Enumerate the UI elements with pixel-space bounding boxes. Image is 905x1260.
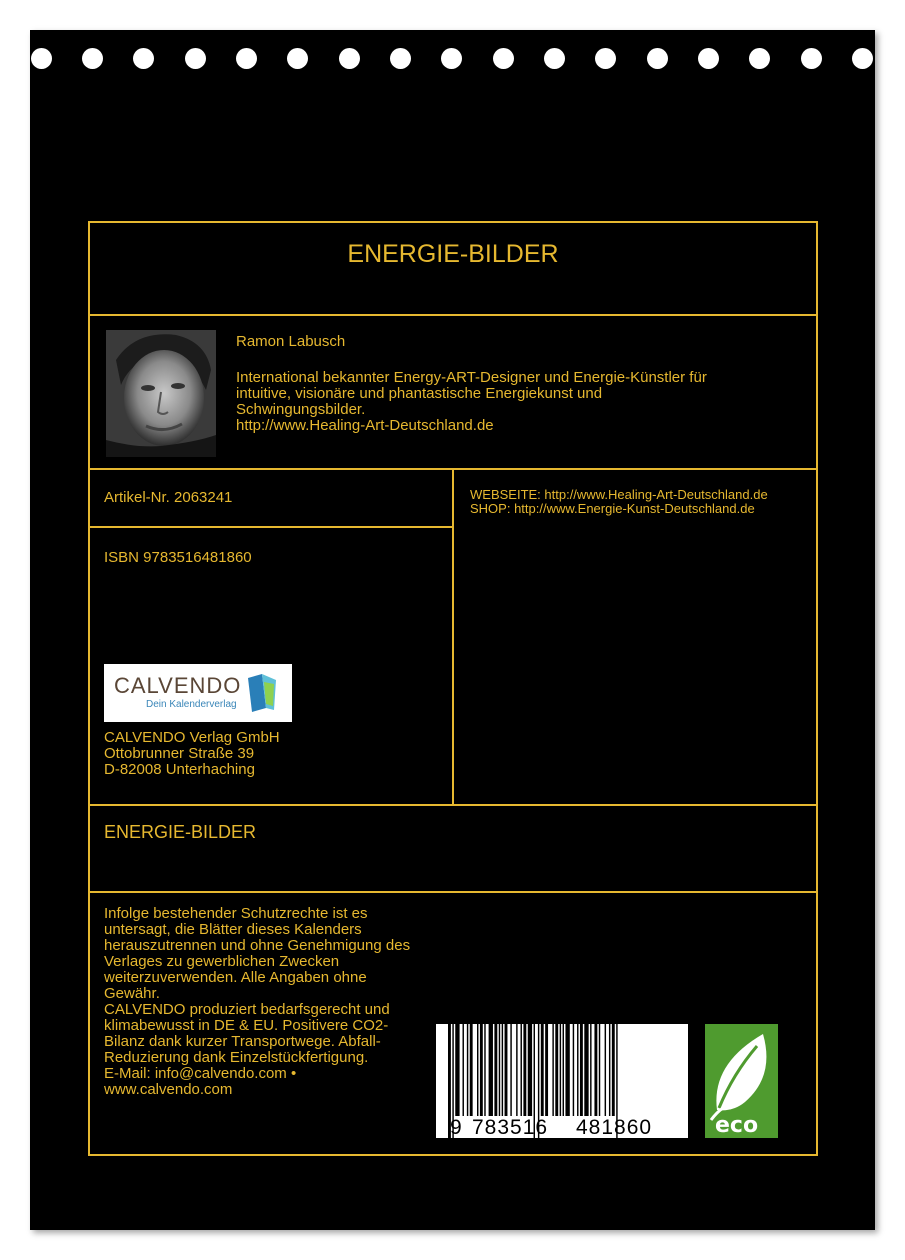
binding-hole [698,48,719,69]
binding-hole [493,48,514,69]
barcode-bar [555,1024,558,1116]
binding-hole [390,48,411,69]
barcode-bar [470,1024,473,1116]
barcode-bar [467,1024,468,1116]
calvendo-logo [104,664,292,722]
barcode-bar [599,1024,600,1116]
barcode-digits [436,1116,688,1138]
barcode-bar [521,1024,522,1116]
barcode-bar [552,1024,553,1116]
isbn-barcode [436,1024,688,1138]
divider [88,314,818,316]
binding-hole [287,48,308,69]
barcode-bar [502,1024,503,1116]
barcode-bar [594,1024,597,1116]
binding-hole [852,48,873,69]
barcode-digit-first: 9 [450,1116,462,1139]
author-photo [106,330,216,457]
barcode-bar [489,1024,493,1116]
isbn: ISBN 9783516481860 [104,549,252,566]
author-name: Ramon Labusch [236,333,346,350]
barcode-bar [494,1024,497,1116]
logo-wordmark: CALVENDO [114,673,242,698]
binding-hole [801,48,822,69]
divider [452,468,454,806]
publisher-address: CALVENDO Verlag GmbH Ottobrunner Straße 39 D-82008 Unterhaching [104,729,280,778]
barcode-bar [463,1024,464,1116]
legal-notice: Infolge bestehender Schutzrechte ist es untersagt, die Blätter dieses Kalenders herauszutrennen und ohne Genehmigung des Verlages zu gewerblichen Zwecken weiterzuverwenden. Alle Angaben ohne Gewähr. CALVENDO produziert bedarfsgerecht und klimabewusst in DE & EU. Positivere CO2- Bilanz dank kurzer Transportwege. Abfall- Reduzierung dank Einzelstückfertigung. E-Mail: info@calvendo.com • www.calvendo.com [104,905,411,1098]
barcode-bar [528,1024,532,1116]
shop-link[interactable]: SHOP: http://www.Energie-Kunst-Deutschland.de [470,501,755,516]
barcode-bar [590,1024,591,1116]
barcode-bar [565,1024,569,1116]
barcode-bar [605,1024,606,1116]
divider [88,526,454,528]
barcode-bar [480,1024,483,1116]
series-title: ENERGIE-BILDER [104,822,257,842]
barcode-bar [560,1024,561,1116]
barcode-bar [612,1024,615,1116]
barcode-bar [455,1024,459,1116]
barcode-bar [580,1024,583,1116]
binding-holes [0,0,905,70]
binding-hole [133,48,154,69]
binding-hole [749,48,770,69]
barcode-bar [563,1024,564,1116]
binding-hole [339,48,360,69]
article-number: Artikel-Nr. 2063241 [104,489,233,506]
barcode-bar [505,1024,508,1116]
binding-hole [31,48,52,69]
barcode-bar [584,1024,588,1116]
barcode-bar [510,1024,511,1116]
leaf-icon [705,1024,778,1138]
barcode-digits-left: 783516 [472,1116,549,1139]
divider [88,891,818,893]
binding-hole [544,48,565,69]
binding-hole [82,48,103,69]
eco-label: eco [715,1113,759,1138]
eco-badge [705,1024,778,1138]
logo-book-icon [244,672,280,714]
barcode-bar [499,1024,500,1116]
website-link[interactable]: WEBSEITE: http://www.Healing-Art-Deutschland.de [470,487,768,502]
barcode-bar [541,1024,544,1116]
calendar-title: ENERGIE-BILDER [347,240,559,268]
binding-hole [647,48,668,69]
binding-hole [185,48,206,69]
binding-hole [236,48,257,69]
barcode-bar [484,1024,485,1116]
barcode-bar [609,1024,610,1116]
barcode-bar [545,1024,548,1116]
author-bio: International bekannter Energy-ART-Designer und Energie-Künstler für intuitive, visionäre und phantastische Energiekunst und Schwingungsbilder. http://www.Healing-Art-Deutschland.de [236,369,707,434]
barcode-bar [523,1024,526,1116]
binding-hole [441,48,462,69]
barcode-bar [477,1024,478,1116]
web-links [470,488,768,516]
logo-tagline: Dein Kalenderverlag [146,699,237,710]
barcode-bar [573,1024,574,1116]
barcode-bar [577,1024,578,1116]
binding-hole [595,48,616,69]
barcode-bar [516,1024,517,1116]
barcode-digits-right: 481860 [576,1116,653,1139]
